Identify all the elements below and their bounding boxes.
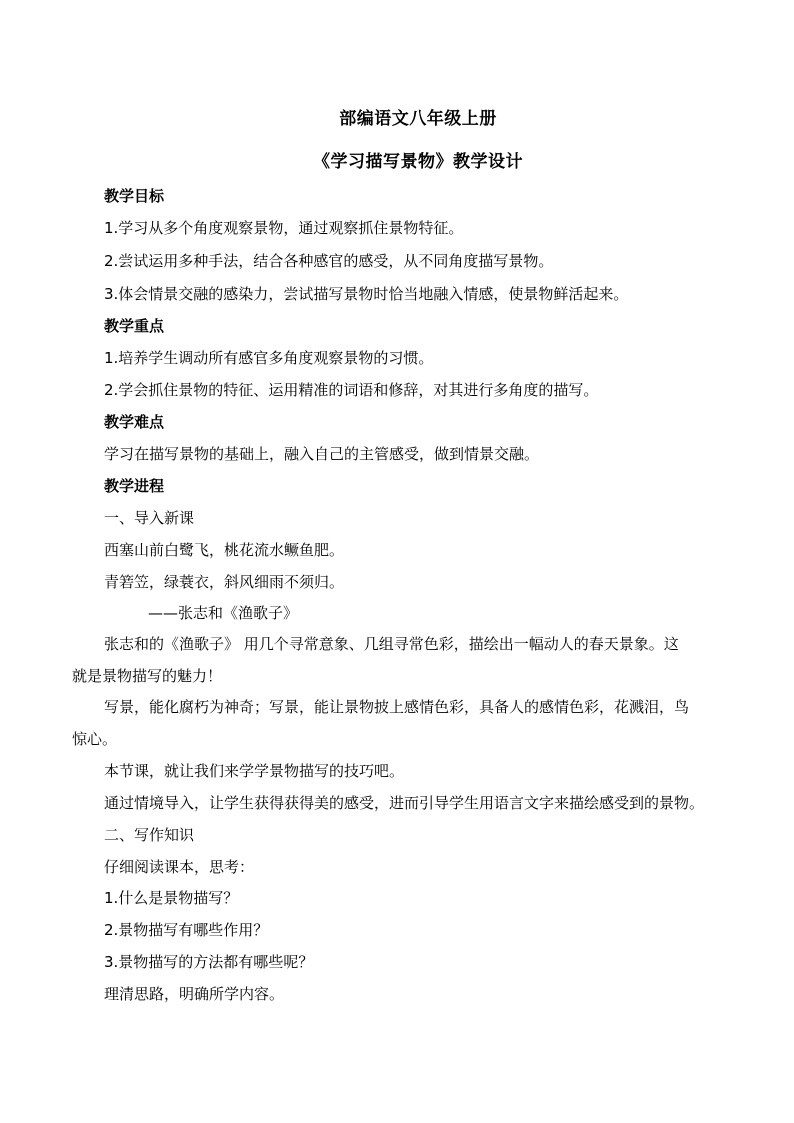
question-2: 2.景物描写有哪些作用？ — [104, 921, 269, 939]
paragraph-1-line-2: 就是景物描写的魅力！ — [72, 667, 223, 685]
question-1: 1.什么是景物描写？ — [104, 889, 239, 907]
goal-item-3: 3.体会情景交融的感染力，尝试描写景物时恰当地融入情感，使景物鲜活起来。 — [104, 285, 629, 303]
document-subtitle: 《学习描写景物》教学设计 — [313, 152, 523, 172]
key-points-heading: 教学重点 — [104, 317, 165, 335]
paragraph-4: 通过情境导入，让学生获得获得美的感受，进而引导学生用语言文字来描绘感受到的景物。 — [104, 794, 705, 812]
poem-line-2: 青箬笠，绿蓑衣，斜风细雨不须归。 — [104, 573, 345, 591]
closing-text: 理清思路，明确所学内容。 — [104, 985, 285, 1003]
goals-heading: 教学目标 — [104, 187, 165, 205]
goal-item-2: 2.尝试运用多种手法，结合各种感官的感受，从不同角度描写景物。 — [104, 252, 554, 270]
poem-line-1: 西塞山前白鹭飞，桃花流水鳜鱼肥。 — [104, 541, 345, 559]
part2-title: 二、写作知识 — [104, 826, 195, 844]
key-point-item-1: 1.培养学生调动所有感官多角度观察景物的习惯。 — [104, 349, 434, 367]
question-3: 3.景物描写的方法都有哪些呢？ — [104, 953, 314, 971]
document-title: 部编语文八年级上册 — [339, 109, 497, 129]
paragraph-2-line-1: 写景，能化腐朽为神奇；写景，能让景物披上感情色彩，具备人的感情色彩，花溅泪，鸟 — [104, 698, 690, 716]
paragraph-2-line-2: 惊心。 — [72, 730, 118, 748]
key-point-item-2: 2.学会抓住景物的特征、运用精准的词语和修辞，对其进行多角度的描写。 — [104, 381, 599, 399]
paragraph-1-line-1: 张志和的《渔歌子》 用几个寻常意象、几组寻常色彩，描绘出一幅动人的春天景象。这 — [104, 635, 679, 653]
process-heading: 教学进程 — [104, 477, 165, 495]
difficulties-text: 学习在描写景物的基础上，融入自己的主管感受，做到情景交融。 — [104, 445, 540, 463]
goal-item-1: 1.学习从多个角度观察景物，通过观察抓住景物特征。 — [104, 219, 464, 237]
poem-source: ——张志和《渔歌子》 — [148, 604, 299, 622]
part1-title: 一、导入新课 — [104, 509, 195, 527]
difficulties-heading: 教学难点 — [104, 413, 165, 431]
paragraph-3: 本节课，就让我们来学学景物描写的技巧吧。 — [104, 762, 405, 780]
reading-prompt: 仔细阅读课本，思考： — [104, 858, 255, 876]
